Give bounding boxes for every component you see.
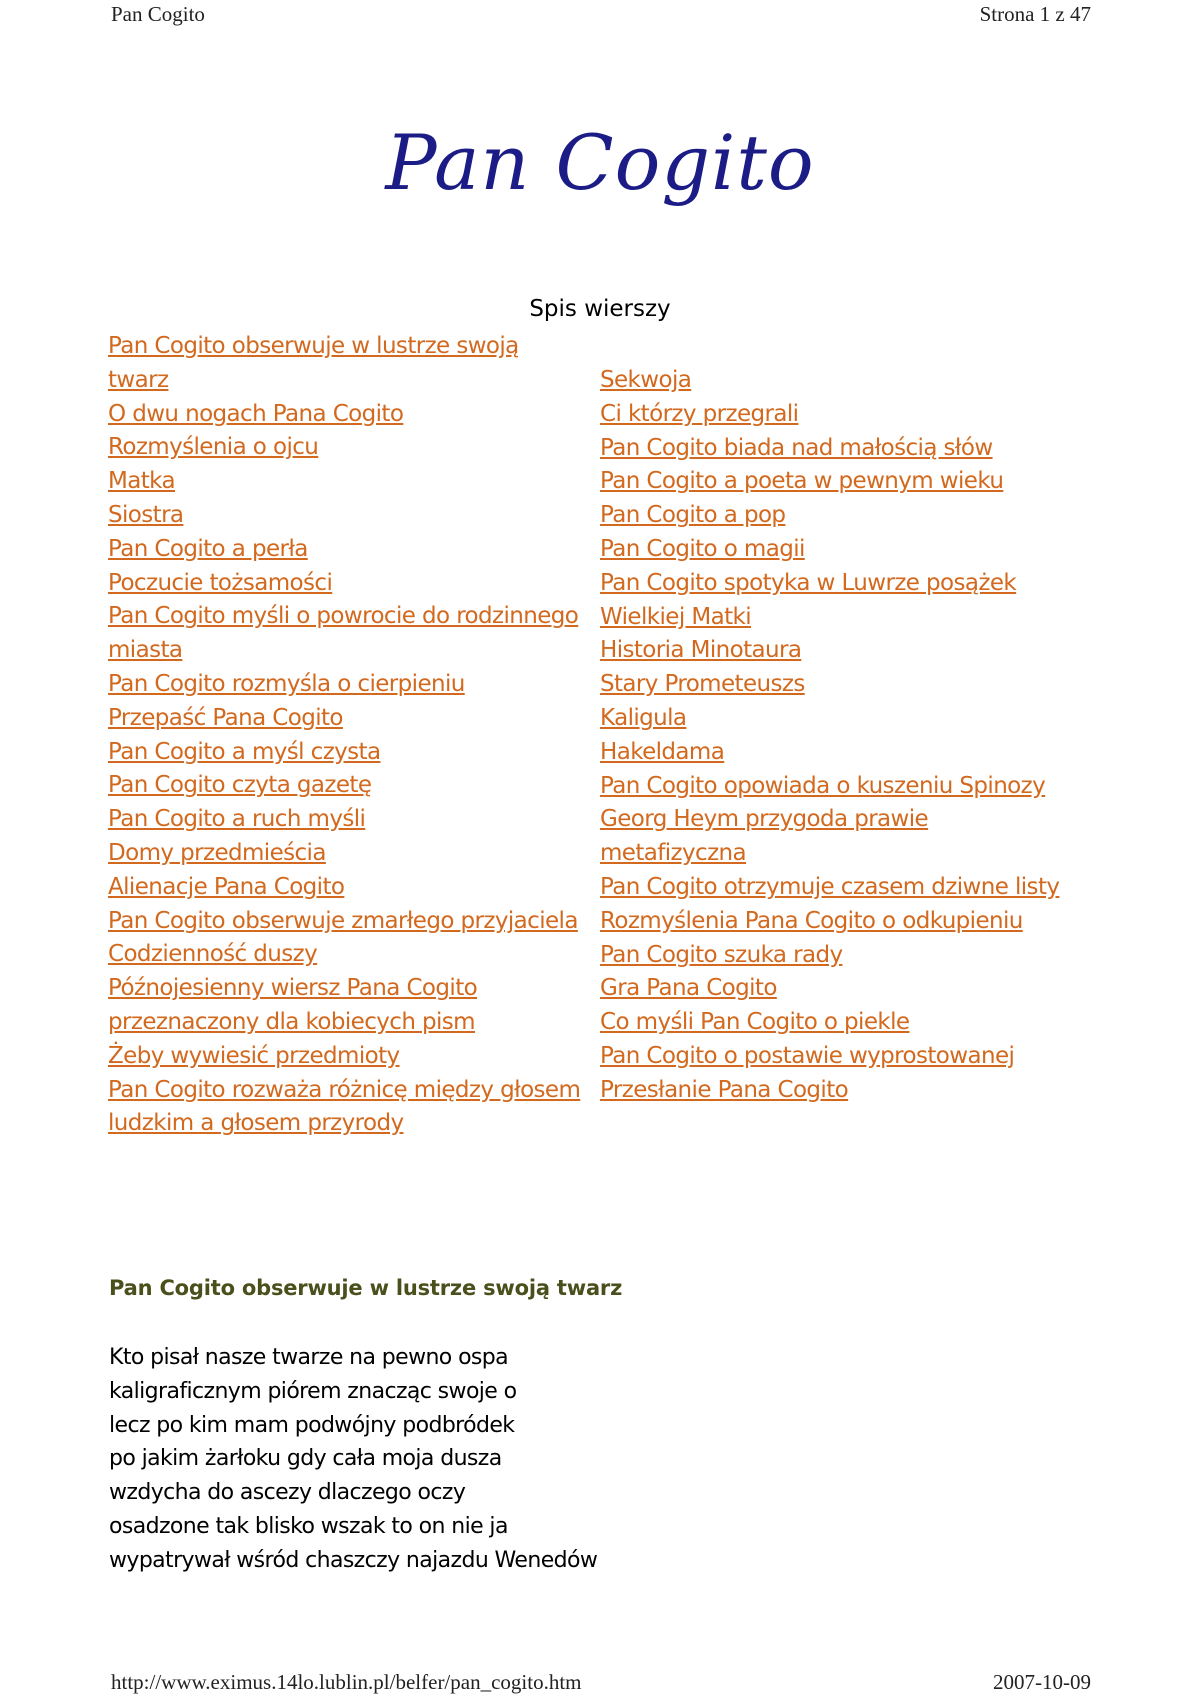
toc-link[interactable]: Ci którzy przegrali — [600, 400, 799, 427]
page-banner-title: Pan Cogito — [385, 118, 815, 207]
toc-link[interactable]: Pan Cogito a myśl czysta — [108, 738, 381, 765]
toc-link[interactable]: Co myśli Pan Cogito o piekle — [600, 1009, 910, 1036]
toc-link[interactable]: Przepaść Pana Cogito — [108, 704, 343, 731]
toc-item[interactable] — [600, 939, 1100, 973]
poem-line: wzdycha do ascezy dlaczego oczy — [109, 1480, 466, 1506]
print-header-title: Pan Cogito — [111, 2, 205, 26]
section-title: Pan Cogito obserwuje w lustrze swoją twarz — [109, 1276, 623, 1300]
toc-item[interactable] — [600, 601, 1100, 635]
toc-link[interactable]: miasta — [108, 637, 183, 664]
toc-item[interactable] — [108, 803, 598, 837]
poem-line: osadzone tak blisko wszak to on nie ja — [109, 1513, 508, 1539]
toc-item[interactable] — [600, 364, 1100, 398]
toc-item[interactable] — [600, 702, 1100, 736]
toc-item[interactable] — [600, 736, 1100, 770]
toc-link[interactable]: Pan Cogito o postawie wyprostowanej — [600, 1042, 1015, 1069]
toc-item[interactable] — [108, 364, 598, 398]
toc-item[interactable] — [108, 465, 598, 499]
toc-item[interactable] — [600, 398, 1100, 432]
toc-item[interactable] — [108, 1040, 598, 1074]
toc-item[interactable] — [600, 668, 1100, 702]
toc-item[interactable] — [600, 1040, 1100, 1074]
toc-link[interactable]: Żeby wywiesić przedmioty — [108, 1042, 400, 1069]
toc-item[interactable] — [600, 634, 1100, 668]
page-counter: Strona 1 z 47 — [979, 2, 1091, 26]
poem-line: po jakim żarłoku gdy cała moja dusza — [109, 1446, 502, 1472]
toc-item[interactable] — [108, 330, 598, 364]
toc-item[interactable] — [108, 769, 598, 803]
toc-item[interactable] — [108, 668, 598, 702]
toc-link[interactable]: Późnojesienny wiersz Pana Cogito — [108, 975, 478, 1002]
toc-link[interactable]: Rozmyślenia o ojcu — [108, 434, 319, 461]
toc-link[interactable]: Sekwoja — [600, 367, 692, 393]
toc-link[interactable]: Pan Cogito a poeta w pewnym wieku — [600, 468, 1004, 495]
toc-link[interactable]: metafizyczna — [600, 840, 747, 867]
toc-link[interactable]: Pan Cogito otrzymuje czasem dziwne listy — [600, 873, 1060, 900]
toc-link[interactable]: Hakeldama — [600, 738, 725, 765]
toc-left-column — [108, 330, 598, 1141]
toc-item[interactable] — [108, 837, 598, 871]
toc-item[interactable] — [600, 837, 1100, 871]
toc-item[interactable] — [108, 398, 598, 432]
toc-link[interactable]: ludzkim a głosem przyrody — [108, 1110, 404, 1137]
toc-item[interactable] — [108, 499, 598, 533]
toc-link[interactable]: Pan Cogito obserwuje zmarłego przyjaciela — [108, 907, 578, 934]
toc-link[interactable]: Poczucie tożsamości — [108, 569, 333, 596]
toc-item[interactable] — [600, 803, 1100, 837]
toc-link[interactable]: Pan Cogito opowiada o kuszeniu Spinozy — [600, 772, 1046, 799]
toc-link[interactable]: O dwu nogach Pana Cogito — [108, 400, 404, 427]
toc-link[interactable]: Siostra — [108, 501, 184, 528]
toc-item[interactable] — [600, 533, 1100, 567]
toc-item[interactable] — [600, 972, 1100, 1006]
toc-item[interactable] — [108, 533, 598, 567]
toc-link[interactable]: Gra Pana Cogito — [600, 975, 777, 1002]
toc-link[interactable]: Alienacje Pana Cogito — [108, 873, 345, 900]
toc-item[interactable] — [600, 905, 1100, 939]
toc-link[interactable]: przeznaczony dla kobiecych pism — [108, 1008, 475, 1035]
toc-item[interactable] — [600, 770, 1100, 804]
toc-link[interactable]: Pan Cogito a pop — [600, 502, 786, 529]
toc-link[interactable]: Pan Cogito czyta gazetę — [108, 772, 372, 799]
toc-link[interactable]: Historia Minotaura — [600, 637, 802, 664]
toc-item[interactable] — [108, 702, 598, 736]
toc-item[interactable] — [108, 431, 598, 465]
toc-link[interactable]: Pan Cogito a ruch myśli — [108, 806, 366, 833]
poem-line: wypatrywał wśród chaszczy najazdu Wenedów — [109, 1547, 598, 1573]
toc-link[interactable]: Stary Prometeuszs — [600, 671, 805, 698]
source-url: http://www.eximus.14lo.lublin.pl/belfer/pan_cogito.htm — [111, 1670, 582, 1694]
toc-right-column — [600, 364, 1100, 1108]
toc-item[interactable] — [108, 905, 598, 939]
toc-item[interactable] — [108, 634, 598, 668]
toc-item[interactable] — [108, 972, 598, 1006]
toc-link[interactable]: Pan Cogito szuka rady — [600, 941, 843, 968]
toc-link[interactable]: Pan Cogito spotyka w Luwrze posążek — [600, 569, 1017, 596]
toc-link[interactable]: Domy przedmieścia — [108, 839, 326, 866]
toc-link[interactable]: Georg Heym przygoda prawie — [600, 806, 929, 833]
toc-item[interactable] — [108, 1107, 598, 1141]
toc-item[interactable] — [108, 871, 598, 905]
toc-item[interactable] — [108, 567, 598, 601]
toc-item[interactable] — [600, 1074, 1100, 1108]
toc-link[interactable]: Kaligula — [600, 704, 687, 731]
toc-link[interactable]: Pan Cogito rozmyśla o cierpieniu — [108, 670, 465, 697]
toc-link[interactable]: Pan Cogito obserwuje w lustrze swoją — [108, 333, 519, 359]
toc-item[interactable] — [108, 938, 598, 972]
toc-item[interactable] — [108, 1006, 598, 1040]
toc-item[interactable] — [600, 567, 1100, 601]
poem-text — [109, 1341, 597, 1578]
toc-link[interactable]: Pan Cogito rozważa różnicę między głosem — [108, 1076, 581, 1103]
toc-link[interactable]: Pan Cogito a perła — [108, 535, 308, 562]
toc-link[interactable]: Rozmyślenia Pana Cogito o odkupieniu — [600, 907, 1023, 934]
toc-link[interactable]: Pan Cogito o magii — [600, 535, 805, 562]
poem-line: kaligraficznym piórem znacząc swoje o — [109, 1378, 517, 1404]
poem-line: lecz po kim mam podwójny podbródek — [109, 1412, 515, 1438]
toc-item[interactable] — [108, 1074, 598, 1108]
toc-item[interactable] — [600, 1006, 1100, 1040]
toc-link[interactable]: Przesłanie Pana Cogito — [600, 1076, 849, 1103]
toc-item[interactable] — [108, 600, 598, 634]
toc-link[interactable]: twarz — [108, 366, 169, 393]
print-date: 2007-10-09 — [993, 1670, 1091, 1694]
toc-link[interactable]: Pan Cogito biada nad małością słów — [600, 434, 993, 461]
toc-item[interactable] — [600, 465, 1100, 499]
toc-item[interactable] — [600, 432, 1100, 466]
toc-heading: Spis wierszy — [529, 296, 671, 322]
toc-item[interactable] — [600, 499, 1100, 533]
toc-link[interactable]: Pan Cogito myśli o powrocie do rodzinnego — [108, 603, 579, 630]
poem-line: Kto pisał nasze twarze na pewno ospa — [109, 1345, 509, 1370]
toc-link[interactable]: Matka — [108, 468, 175, 495]
toc-item[interactable] — [600, 871, 1100, 905]
toc-link[interactable]: Codzienność duszy — [108, 941, 318, 968]
toc-link[interactable]: Wielkiej Matki — [600, 603, 751, 630]
toc-item[interactable] — [108, 736, 598, 770]
